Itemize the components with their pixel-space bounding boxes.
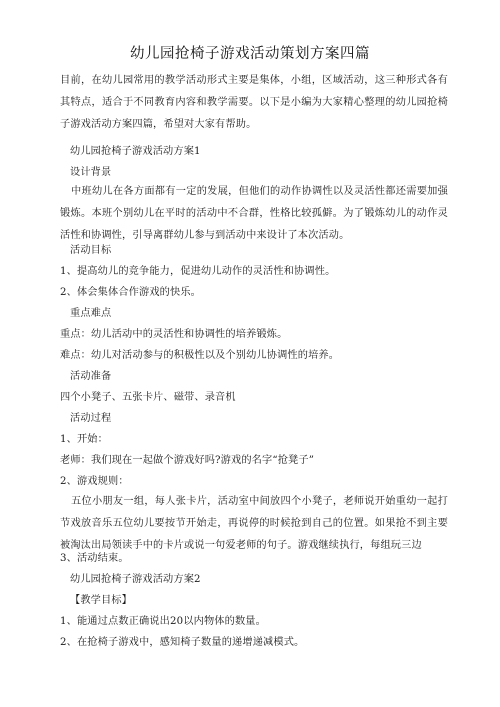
background-paragraph: 中班幼儿在各方面都有一定的发展，但他们的动作协调性以及灵活性都还需要加强锻炼。本班个别幼儿在平时的活动中不合群，性格比较孤僻。为了锻炼幼儿的动作灵活性和协调性，引导离群幼儿参与到活动中来设计了本次活动。: [60, 186, 448, 242]
teach-goal-item-1: 1、能通过点数正确说出20以内物体的数量。: [60, 616, 266, 627]
goal-heading: 活动目标: [70, 245, 112, 256]
step1-label: 1、开始：: [60, 434, 108, 445]
intro-paragraph: 目前，在幼儿园常用的教学活动形式主要是集体，小组，区域活动，这三种形式各有其特点，适合于不同教育内容和教学需要。以下是小编为大家精心整理的幼儿园抢椅子游戏活动方案四篇，希望对大家有帮助。: [60, 75, 448, 131]
background-heading: 设计背景: [70, 167, 112, 178]
goal-item-2: 2、体会集体合作游戏的快乐。: [60, 287, 202, 298]
prep-heading: 活动准备: [70, 371, 112, 382]
teach-goal-heading: 【教学目标】: [70, 595, 133, 606]
plan1-title: 幼儿园抢椅子游戏活动方案1: [70, 146, 201, 157]
step2-label: 2、游戏规则：: [60, 476, 129, 487]
plan2-title: 幼儿园抢椅子游戏活动方案2: [70, 574, 201, 585]
teach-goal-item-2: 2、在抢椅子游戏中，感知椅子数量的递增递减模式。: [60, 637, 305, 648]
key-heading: 重点难点: [70, 308, 112, 319]
step3-label: 3、活动结束。: [60, 553, 129, 564]
difficulty-point: 难点：幼儿对活动参与的积极性以及个别幼儿协调性的培养。: [60, 350, 340, 361]
key-point: 重点：幼儿活动中的灵活性和协调性的培养锻炼。: [60, 329, 288, 340]
goal-item-1: 1、提高幼儿的竞争能力，促进幼儿动作的灵活性和协调性。: [60, 266, 336, 277]
step2-paragraph: 五位小朋友一组，每人张卡片，活动室中间放四个小凳子，老师说开始重幼一起打节戏放音乐五位幼儿要按节开始走，再说停的时候抢到自己的位置。如果抢不到主要被淘汰出局领读手中的卡片或说一句爱老师的句子。游戏继续执行，每组玩三边: [60, 496, 448, 552]
prep-text: 四个小凳子、五张卡片、磁带、录音机: [60, 392, 236, 403]
document-title: 幼儿园抢椅子游戏活动策划方案四篇: [130, 46, 370, 62]
step1-text: 老师：我们现在一起做个游戏好吗?游戏的名字“抢凳子”: [60, 455, 315, 466]
process-heading: 活动过程: [70, 413, 112, 424]
